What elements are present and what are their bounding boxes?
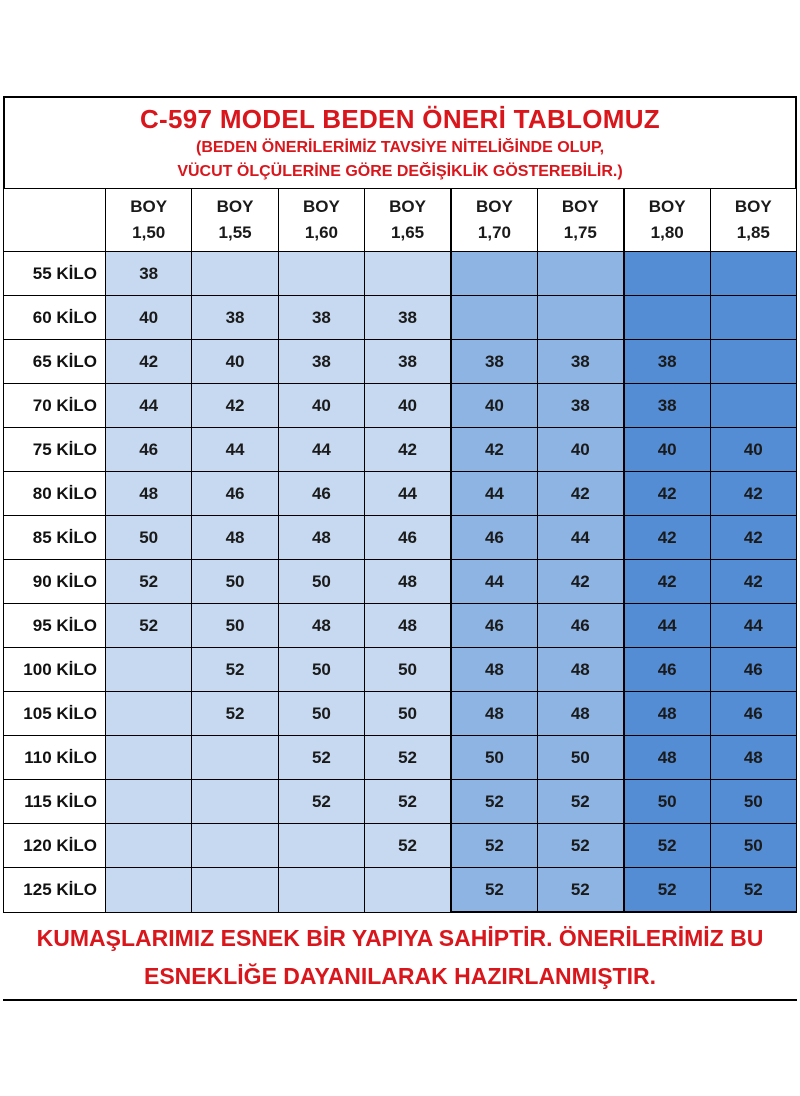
size-cell [624,296,710,340]
size-cell: 42 [365,428,451,472]
size-cell: 42 [624,472,710,516]
size-cell: 40 [278,384,364,428]
size-cell: 50 [451,736,537,780]
size-cell [278,252,364,296]
size-cell: 44 [106,384,192,428]
size-cell: 40 [106,296,192,340]
height-header-cell [537,189,623,252]
size-cell: 38 [451,340,537,384]
size-cell: 40 [710,428,796,472]
table-row [4,428,797,472]
chart-subtitle-line2: VÜCUT ÖLÇÜLERİNE GÖRE DEĞİŞİKLİK GÖSTEREBİLİR.) [177,163,623,180]
size-cell: 44 [537,516,623,560]
size-cell: 52 [192,692,278,736]
size-cell: 52 [192,648,278,692]
weight-value: 70 [32,395,52,415]
height-header-cell [451,189,537,252]
size-cell: 48 [537,648,623,692]
size-cell: 52 [365,736,451,780]
weight-unit: KİLO [56,659,97,679]
size-cell: 52 [106,604,192,648]
size-table [3,188,797,913]
size-cell: 50 [710,780,796,824]
size-cell: 52 [451,868,537,913]
weight-cell [4,604,106,648]
size-cell: 52 [365,780,451,824]
weight-unit: KİLO [56,483,97,503]
size-cell: 44 [710,604,796,648]
size-cell: 46 [710,648,796,692]
table-row [4,384,797,428]
weight-value: 95 [32,615,52,635]
size-cell: 40 [624,428,710,472]
size-cell: 48 [451,692,537,736]
height-label: BOY [130,197,168,216]
size-cell [106,824,192,868]
size-cell: 52 [451,824,537,868]
table-row [4,604,797,648]
size-cell: 40 [192,340,278,384]
weight-unit: KİLO [56,835,97,855]
size-cell [192,868,278,913]
weight-cell [4,692,106,736]
footer-note-line1: KUMAŞLARIMIZ ESNEK BİR YAPIYA SAHİPTİR. ÖNERİLERİMİZ BU [36,925,764,951]
size-cell: 46 [710,692,796,736]
size-cell: 42 [624,516,710,560]
weight-unit: KİLO [56,747,97,767]
weight-cell [4,472,106,516]
size-cell: 50 [624,780,710,824]
weight-cell [4,340,106,384]
chart-title: C-597 MODEL BEDEN ÖNERİ TABLOMUZ [139,104,660,134]
size-cell: 52 [278,736,364,780]
size-cell: 46 [451,604,537,648]
size-cell: 46 [106,428,192,472]
height-label: BOY [734,197,772,216]
weight-cell [4,824,106,868]
size-cell [192,780,278,824]
size-cell: 48 [365,604,451,648]
size-cell: 38 [624,340,710,384]
size-cell: 38 [537,340,623,384]
size-cell: 48 [537,692,623,736]
height-value: 1,70 [477,223,511,242]
size-cell: 48 [451,648,537,692]
size-cell: 44 [365,472,451,516]
table-row [4,692,797,736]
height-value: 1,75 [563,223,597,242]
header-corner-cell [4,189,106,252]
size-cell [624,252,710,296]
weight-cell [4,780,106,824]
title-box [3,96,797,188]
size-cell: 52 [537,824,623,868]
weight-cell [4,560,106,604]
weight-unit: KİLO [56,791,97,811]
table-row [4,736,797,780]
size-cell [537,252,623,296]
weight-cell [4,868,106,913]
height-label: BOY [476,197,513,216]
size-cell [106,868,192,913]
height-label: BOY [648,197,686,216]
height-header-cell [365,189,451,252]
size-cell: 46 [451,516,537,560]
weight-cell [4,384,106,428]
size-cell: 52 [106,560,192,604]
size-cell: 48 [278,516,364,560]
size-cell: 48 [192,516,278,560]
weight-unit: KİLO [56,527,97,547]
weight-cell [4,296,106,340]
size-cell: 52 [365,824,451,868]
size-cell: 38 [192,296,278,340]
size-cell: 50 [106,516,192,560]
weight-cell [4,648,106,692]
size-cell: 42 [537,560,623,604]
size-cell: 42 [451,428,537,472]
size-cell: 46 [192,472,278,516]
weight-unit: KİLO [56,439,97,459]
size-cell: 52 [624,824,710,868]
weight-unit: KİLO [56,615,97,635]
size-cell [278,868,364,913]
size-cell: 52 [710,868,796,913]
weight-cell [4,428,106,472]
height-value: 1,85 [736,223,770,242]
weight-value: 125 [23,879,52,899]
size-cell: 48 [710,736,796,780]
weight-value: 105 [23,703,52,723]
height-value: 1,80 [650,223,684,242]
table-row [4,340,797,384]
height-header-cell [192,189,278,252]
size-cell: 46 [365,516,451,560]
weight-value: 110 [24,747,52,767]
size-cell: 38 [278,296,364,340]
size-cell: 50 [278,692,364,736]
size-cell: 48 [106,472,192,516]
size-cell: 48 [278,604,364,648]
size-cell [365,868,451,913]
height-value: 1,50 [132,223,166,242]
size-cell: 52 [537,868,623,913]
size-cell [106,736,192,780]
size-cell [192,252,278,296]
table-row [4,824,797,868]
table-row [4,252,797,296]
size-cell: 46 [278,472,364,516]
height-value: 1,55 [218,223,252,242]
weight-value: 100 [23,659,52,679]
weight-cell [4,516,106,560]
footer-note-line2: ESNEKLİĞE DAYANILARAK HAZIRLANMIŞTIR. [144,963,656,989]
weight-value: 120 [23,835,52,855]
weight-value: 80 [32,483,52,503]
size-cell: 50 [537,736,623,780]
weight-cell [4,252,106,296]
weight-value: 65 [32,351,52,371]
weight-value: 90 [32,571,52,591]
size-cell: 40 [537,428,623,472]
table-row [4,516,797,560]
size-cell: 52 [537,780,623,824]
height-label: BOY [561,197,599,216]
weight-value: 75 [32,439,52,459]
size-cell: 46 [537,604,623,648]
size-cell [278,824,364,868]
weight-value: 60 [32,307,52,327]
size-cell [537,296,623,340]
size-cell: 44 [451,472,537,516]
size-chart-sheet [3,96,797,1001]
table-row [4,560,797,604]
height-header-cell [278,189,364,252]
size-cell: 50 [278,648,364,692]
weight-unit: KİLO [56,307,97,327]
height-header-cell [106,189,192,252]
size-cell: 48 [624,736,710,780]
size-cell: 44 [278,428,364,472]
size-cell [710,252,796,296]
size-cell: 50 [710,824,796,868]
size-cell [710,296,796,340]
height-label: BOY [303,197,340,216]
size-cell: 38 [537,384,623,428]
weight-value: 115 [24,791,52,811]
size-cell: 52 [278,780,364,824]
weight-cell [4,736,106,780]
size-cell: 40 [451,384,537,428]
size-cell: 42 [710,472,796,516]
size-cell [451,296,537,340]
table-row [4,648,797,692]
size-cell [451,252,537,296]
height-value: 1,65 [391,223,425,242]
table-row [4,780,797,824]
size-cell: 42 [192,384,278,428]
size-cell: 38 [365,296,451,340]
height-label: BOY [389,197,426,216]
size-cell: 38 [106,252,192,296]
size-cell: 50 [365,692,451,736]
size-cell [106,780,192,824]
height-value: 1,60 [304,223,338,242]
weight-unit: KİLO [56,571,97,591]
weight-value: 85 [32,527,52,547]
weight-unit: KİLO [56,263,97,283]
size-cell: 50 [365,648,451,692]
weight-value: 55 [32,263,52,283]
size-cell: 50 [192,560,278,604]
size-cell [106,692,192,736]
footer-note [3,919,797,1001]
size-cell: 44 [451,560,537,604]
size-cell: 38 [365,340,451,384]
size-cell [106,648,192,692]
size-cell: 38 [624,384,710,428]
size-cell: 52 [624,868,710,913]
table-row [4,472,797,516]
size-cell: 42 [624,560,710,604]
weight-unit: KİLO [56,395,97,415]
size-cell: 42 [710,516,796,560]
size-cell [710,340,796,384]
size-cell: 44 [624,604,710,648]
size-cell: 52 [451,780,537,824]
size-cell: 42 [710,560,796,604]
weight-unit: KİLO [56,351,97,371]
size-cell [365,252,451,296]
size-cell: 38 [278,340,364,384]
chart-subtitle-line1: (BEDEN ÖNERİLERİMİZ TAVSİYE NİTELİĞİNDE OLUP, [195,139,605,156]
height-label: BOY [216,197,254,216]
size-cell [192,736,278,780]
size-cell: 42 [106,340,192,384]
size-cell: 46 [624,648,710,692]
header-row [4,189,797,252]
size-cell [192,824,278,868]
size-cell: 40 [365,384,451,428]
weight-unit: KİLO [56,703,97,723]
weight-unit: KİLO [56,879,97,899]
size-cell: 48 [365,560,451,604]
table-row [4,296,797,340]
size-cell: 50 [278,560,364,604]
size-cell: 50 [192,604,278,648]
size-cell [710,384,796,428]
size-cell: 44 [192,428,278,472]
size-cell: 48 [624,692,710,736]
height-header-cell [710,189,796,252]
size-cell: 42 [537,472,623,516]
height-header-cell [624,189,710,252]
table-row [4,868,797,913]
